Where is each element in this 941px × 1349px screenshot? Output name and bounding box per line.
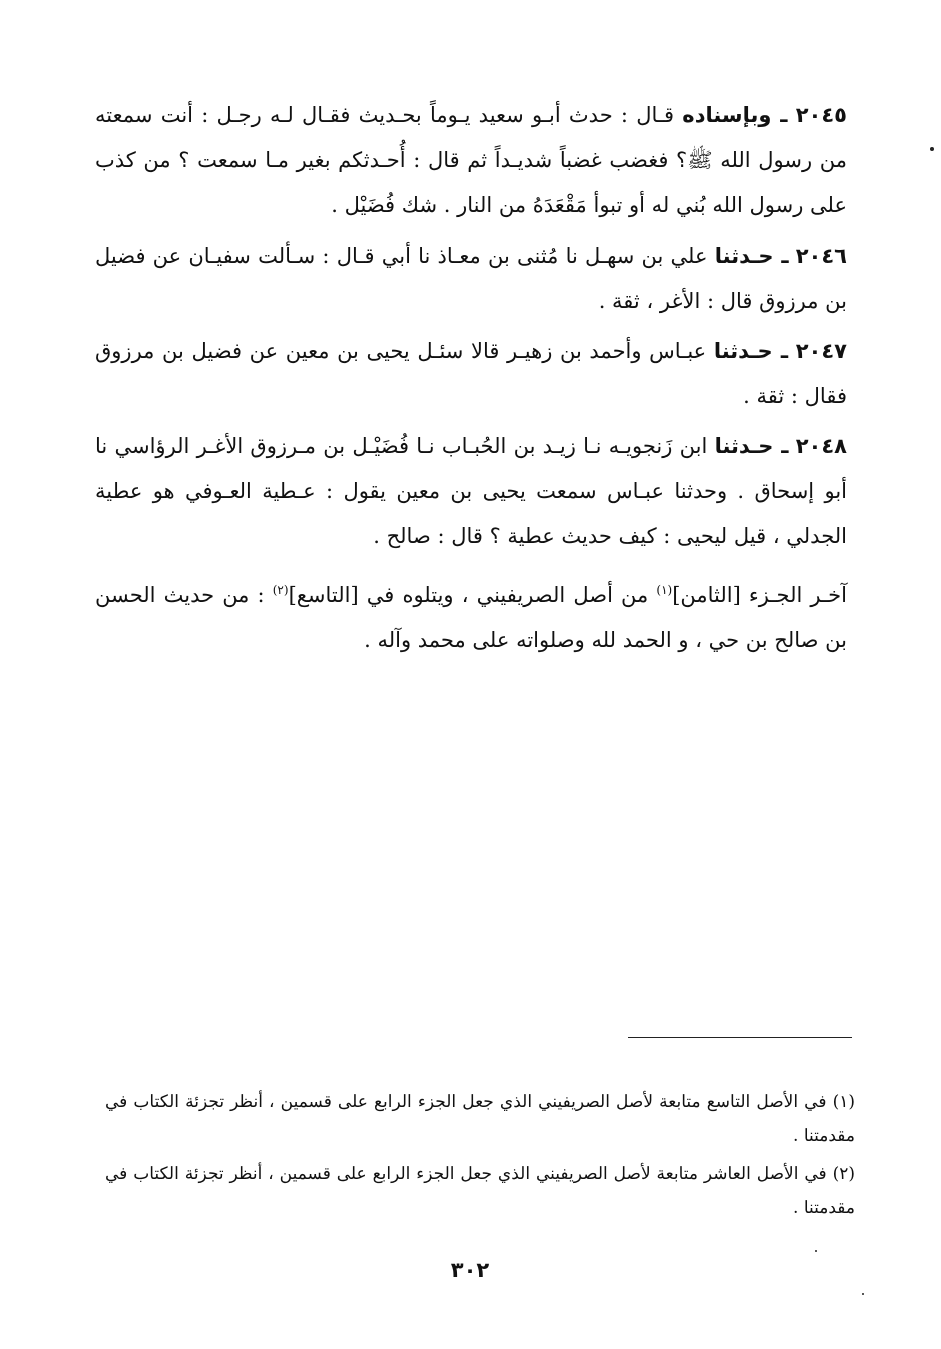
hadith-number: ٢٠٤٧ — [795, 339, 847, 363]
hadith-number: ٢٠٤٦ — [795, 244, 847, 268]
closing-note — [95, 568, 847, 663]
footnote-ref-1[interactable]: (١) — [656, 583, 673, 597]
hadith-lead: ـ حـدثنا — [714, 244, 789, 268]
footnote-divider — [628, 1037, 852, 1038]
footnotes — [105, 1085, 855, 1229]
scan-speck — [862, 1293, 864, 1295]
hadith-text: عبـاس وأحمد بن زهيـر قالا سئـل يحيى بن معين عن فضيل بن مرزوق فقال : ثقة . — [95, 339, 847, 408]
hadith-2045 — [95, 93, 847, 228]
footnote-2: (٢) في الأصل العاشر متابعة لأصل الصريفيني الذي جعل الجزء الرابع على قسمين ، أنظر تجزئة الكتاب في مقدمتنا . — [105, 1164, 855, 1218]
closing-text-2: من أصل الصريفيني ، ويتلوه في [التاسع] — [288, 583, 657, 607]
hadith-2047 — [95, 329, 847, 419]
footnote-ref-2[interactable]: (٢) — [272, 583, 289, 597]
hadith-text: علي بن سهـل نا مُثنى بن معـاذ نا أبي قـال : سـألت سفيـان عن فضيل بن مرزوق قال : الأغر ، ثقة . — [95, 244, 847, 313]
hadith-lead: ـ حـدثنا — [713, 339, 789, 363]
hadith-2048 — [95, 424, 847, 559]
footnote-1: (١) في الأصل التاسع متابعة لأصل الصريفيني الذي جعل الجزء الرابع على قسمين ، أنظر تجزئة الكتاب في مقدمتنا . — [105, 1092, 855, 1146]
hadith-text: ابن زَنجويـه نـا زيـد بن الحُبـاب نـا فُضَيْـل بن مـرزوق الأغـر الرؤاسي نا أبو إسحاق . وحدثنا عبـاس سمعت يحيى بن معين يقول : عـطية العـوفي هو عطية الجدلي ، قيل ليحيى : كيف حديث عطية ؟ قال : صالح . — [95, 434, 847, 548]
hadith-text: قـال : حدث أبـو سعيد يـوماً بحـديث فقـال لـه رجـل : أنت سمعته من رسول الله ﷺ؟ فغضب غضباً شديـداً ثم قال : أُحـدثكم بغير مـا سمعت ؟ من كذب على رسول الله بُني له أو تبوأ مَقْعَدَهُ من النار . شك فُضَيْل . — [95, 103, 847, 217]
closing-text-3: : من حديث الحسن بن صالح بن حي ، و الحمد لله وصلواته على محمد وآله . — [95, 583, 847, 652]
hadith-2046 — [95, 234, 847, 324]
scan-speck — [930, 147, 934, 151]
page-number: ٣٠٢ — [450, 1258, 490, 1282]
closing-text-1: آخـر الجـزء [الثامن] — [672, 583, 847, 607]
hadith-number: ٢٠٤٥ — [795, 103, 847, 127]
hadith-lead: ـ وبإسناده — [682, 103, 788, 127]
hadith-number: ٢٠٤٨ — [795, 434, 847, 458]
scan-speck — [815, 1250, 817, 1252]
hadith-lead: ـ حـدثنا — [714, 434, 789, 458]
